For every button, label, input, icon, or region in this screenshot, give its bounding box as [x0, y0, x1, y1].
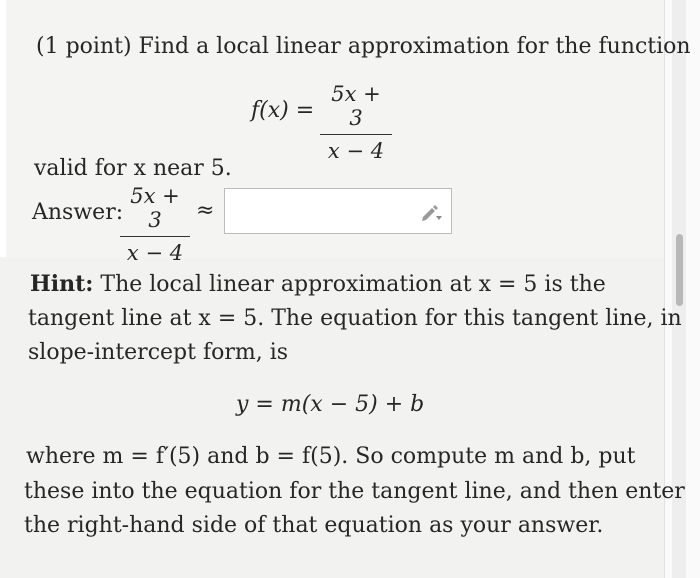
answer-label: Answer:	[32, 200, 124, 225]
answer-numerator: 5x + 3	[130, 184, 180, 232]
hint-line-3: slope-intercept form, is	[28, 340, 289, 365]
hint-heading: Hint:	[30, 271, 94, 297]
answer-denominator: x − 4	[126, 241, 184, 265]
approx-symbol: ≈	[196, 198, 215, 223]
hint-line-4: where m = f′(5) and b = f(5). So compute m and b, put	[26, 444, 636, 469]
pencil-icon[interactable]	[420, 203, 442, 221]
question-prompt: Find a local linear approximation for the function	[138, 34, 691, 59]
hint-line-5: these into the equation for the tangent line, and then enter	[24, 479, 685, 504]
function-fraction	[320, 82, 392, 163]
answer-input[interactable]	[224, 188, 452, 234]
function-numerator: 5x + 3	[331, 82, 381, 130]
hint-line-6: the right-hand side of that equation as your answer.	[24, 513, 604, 538]
hint-line-1	[30, 271, 606, 297]
function-lhs: f(x) =	[251, 98, 315, 123]
points-label: (1 point)	[36, 34, 132, 59]
function-denominator: x − 4	[327, 139, 385, 163]
question-prompt-line	[36, 34, 691, 59]
scrollbar-thumb[interactable]	[676, 234, 683, 306]
answer-fraction	[120, 184, 190, 265]
hint-text-1: The local linear approximation at x = 5 is the	[93, 272, 606, 297]
tangent-equation: y = m(x − 5) + b	[236, 392, 425, 417]
validity-text: valid for x near 5.	[34, 156, 232, 181]
hint-line-2: tangent line at x = 5. The equation for this tangent line, in	[28, 306, 682, 331]
